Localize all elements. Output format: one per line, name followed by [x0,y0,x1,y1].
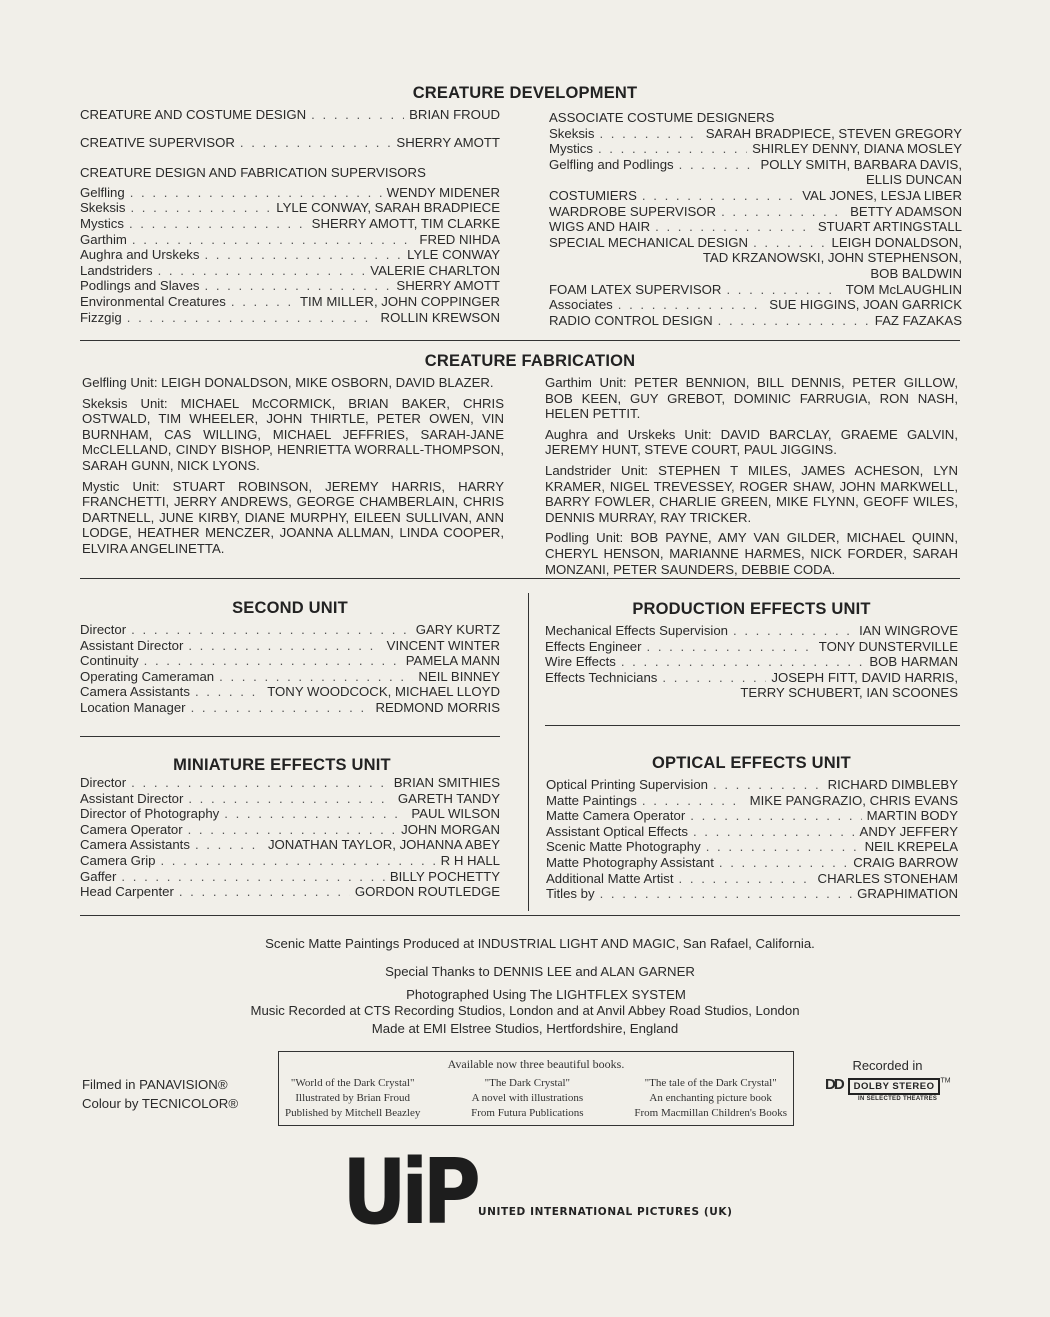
credit-value: VINCENT WINTER [386,637,500,653]
credit-label: Camera Assistants [80,684,190,700]
section-divider [545,725,960,726]
credit-label: Assistant Optical Effects [546,823,688,839]
dot-leader [642,188,797,204]
credit-label: Landstriders [80,262,153,278]
credit-label: Director [80,775,127,790]
credit-row [546,777,958,793]
dot-leader [719,855,848,871]
credit-row [549,141,962,157]
book-detail: A novel with illustrations [471,1092,584,1104]
credit-value: CHARLES STONEHAM [817,870,958,886]
panavision-credit: Filmed in PANAVISION® [82,1077,228,1092]
credit-row [549,188,962,204]
dot-leader [647,639,814,655]
dot-leader [706,839,860,855]
unit-paragraph: Mystic Unit: STUART ROBINSON, JEREMY HARRIS, HARRY FRANCHETTI, JERRY ANDREWS, GEORGE CHAMBERLAIN, CHRIS DARTNELL, JUNE KIRBY, DIANE MURPHY, EILEEN SULLIVAN, ANN LODGE, HEATHER MENCZER, JOANNA ALLMAN, LINDA COOPER, ELVIRA ANGELINETTA. [82,478,504,556]
credit-label: Garthim [80,231,127,247]
credit-row [80,775,500,791]
second-unit-heading: SECOND UNIT [232,599,348,617]
special-thanks: Special Thanks to DENNIS LEE and ALAN GARNER [385,964,695,979]
credit-value: SHIRLEY DENNY, DIANA MOSLEY [752,141,962,157]
production-effects-heading: PRODUCTION EFFECTS UNIT [632,600,871,618]
credit-value-continued: TERRY SCHUBERT, IAN SCOONES [740,685,958,701]
credit-label: Matte Photography Assistant [546,854,714,870]
credit-row [80,294,500,310]
book-title: "The Dark Crystal" [484,1077,571,1089]
credit-label: CREATURE AND COSTUME DESIGN [80,107,307,122]
credit-value: R H HALL [440,852,500,868]
credit-row [546,839,958,855]
credit-label: WARDROBE SUPERVISOR [549,203,717,219]
credit-label: Assistant Director [80,790,184,806]
credit-row [80,853,500,869]
credit-row [546,855,958,871]
music-credit: Music Recorded at CTS Recording Studios, London and at Anvil Abbey Road Studios, London [250,1003,800,1018]
credit-row [80,107,500,123]
credit-label: Wire Effects [545,654,616,670]
credit-value: MIKE PANGRAZIO, CHRIS EVANS [749,792,958,808]
dot-leader [131,775,389,791]
credit-value: FAZ FAZAKAS [874,312,962,328]
credit-value: VAL JONES, LESJA LIBER [802,187,962,203]
credit-value-continued: BOB BALDWIN [870,265,962,281]
dot-leader [188,638,381,654]
dot-leader [721,204,845,220]
dot-leader [160,853,435,869]
credit-row [545,639,958,655]
dot-leader [191,700,371,716]
supervisors-list [80,185,500,325]
credit-row [80,232,500,248]
credit-row [80,791,500,807]
credit-row [549,126,962,142]
credit-label: Assistant Director [80,637,184,653]
credit-row [546,793,958,809]
credit-row [549,313,962,329]
dot-leader [600,886,853,902]
credit-row [80,638,500,654]
optical-effects-list [546,777,958,902]
unit-paragraph: Gelfling Unit: LEIGH DONALDSON, MIKE OSBORN, DAVID BLAZER. [82,375,494,390]
credit-label: Podlings and Slaves [80,278,200,294]
credit-value: RICHARD DIMBLEBY [827,777,958,792]
credit-label: RADIO CONTROL DESIGN [549,312,713,328]
book-detail: An enchanting picture book [649,1092,772,1104]
subheading: ASSOCIATE COSTUME DESIGNERS [549,110,775,125]
credit-label: Optical Printing Supervision [546,777,708,792]
unit-paragraph: Landstrider Unit: STEPHEN T MILES, JAMES ACHESON, LYN KRAMER, NIGEL TREVESSEY, ROGER SHAW, JOHN MARKWELL, BARRY FOWLER, CHARLIE GREEN, MIKE FLYNN, GEOFF WILES, DENNIS MURRAY, RAY TRICKER. [545,462,958,525]
credit-value: GORDON ROUTLEDGE [354,884,500,900]
credit-value: SHERRY AMOTT, TIM CLARKE [311,215,500,231]
credit-label: SPECIAL MECHANICAL DESIGN [549,234,749,250]
dot-leader [655,219,813,235]
credit-value: BILLY POCHETTY [389,868,500,884]
credit-value: LYLE CONWAY [407,247,500,263]
credit-value: GARY KURTZ [415,622,500,637]
dot-leader [132,232,415,248]
credit-label: Fizzgig [80,309,122,325]
credit-row [80,263,500,279]
credit-value: JOSEPH FITT, DAVID HARRIS, [771,669,958,685]
credit-label: Director [80,622,127,637]
credit-row [545,623,958,639]
credit-row [80,135,500,151]
unit-paragraph: Skeksis Unit: MICHAEL McCORMICK, BRIAN BAKER, CHRIS OSTWALD, TIM WHEELER, JOHN THIRTLE, PETER OWEN, VIN BURNHAM, CAS WILLING, MICHAEL JEFFRIES, SARAH-JANE McCLELLAND, CINDY BISHOP, HENRIETTA WORRALL-THOMPSON, SARAH GUNN, NICK LYONS. [82,395,504,473]
credit-value: BOB HARMAN [869,654,958,670]
dot-leader [121,869,384,885]
credit-label: Mystics [80,215,124,231]
credit-label: Gaffer [80,868,117,884]
credit-row [546,886,958,902]
optical-effects-heading: OPTICAL EFFECTS UNIT [652,754,851,772]
credit-value: REDMOND MORRIS [375,699,500,715]
lightflex-credit: Photographed Using The LIGHTFLEX SYSTEM [406,987,686,1002]
dot-leader [718,313,870,329]
books-advert [278,1051,794,1126]
credit-value: GRAPHIMATION [857,886,958,902]
credit-value: VALERIE CHARLTON [370,262,500,278]
unit-paragraph: Garthim Unit: PETER BENNION, BILL DENNIS, PETER GILLOW, BOB KEEN, GUY GREBOT, DOMINIC FARRUGIA, RON NASH, HELEN PETTIT. [545,375,958,422]
credit-value: BETTY ADAMSON [850,203,962,219]
second-unit-list [80,622,500,716]
dot-leader [726,282,840,298]
dot-leader [311,107,404,123]
credit-row [80,622,500,638]
credit-value: FRED NIHDA [419,231,500,247]
dot-leader [219,669,413,685]
dot-leader [158,263,366,279]
credit-value: TONY WOODCOCK, MICHAEL LLOYD [267,684,500,700]
credit-row [80,806,500,822]
credit-label: FOAM LATEX SUPERVISOR [549,281,722,297]
book-publisher: Published by Mitchell Beazley [285,1107,421,1119]
credit-row [549,282,962,298]
credit-row [80,200,500,216]
dot-leader [733,623,854,639]
credit-value: ROLLIN KREWSON [380,309,500,325]
credit-value: BRIAN SMITHIES [393,775,500,790]
credit-row [80,278,500,294]
ilm-credit: Scenic Matte Paintings Produced at INDUSTRIAL LIGHT AND MAGIC, San Rafael, California. [265,936,815,951]
dot-leader [679,871,813,887]
credit-row [549,204,962,220]
dot-leader [195,684,262,700]
credit-label: Additional Matte Artist [546,870,674,886]
dolby-subtitle: IN SELECTED THEATRES [858,1096,938,1102]
unit-paragraph: Aughra and Urskeks Unit: DAVID BARCLAY, GRAEME GALVIN, JEREMY HUNT, STEVE COURT, PAUL JIGGINS. [545,426,958,458]
creature-development-heading: CREATURE DEVELOPMENT [412,84,638,102]
credit-row [546,824,958,840]
credit-label: Skeksis [549,125,595,141]
unit-paragraph: Podling Unit: BOB PAYNE, AMY VAN GILDER, MICHAEL QUINN, CHERYL HENSON, MARIANNE HARMES, NICK FORDER, SARAH MONZANI, PETER SAUNDERS, DEBBIE CODA. [545,530,958,577]
dot-leader [130,185,382,201]
section-divider [80,736,500,737]
dot-leader [662,670,766,686]
credit-value: TOM McLAUGHLIN [845,281,962,297]
dot-leader [127,310,376,326]
credit-value: TONY DUNSTERVILLE [818,638,958,654]
dot-leader [131,622,411,638]
credit-label: Effects Technicians [545,669,658,685]
dot-leader [144,653,401,669]
credit-label: Camera Assistants [80,837,190,853]
production-effects-list [545,623,958,701]
book-publisher: From Macmillan Children's Books [634,1107,787,1119]
credit-label: Matte Paintings [546,792,637,808]
credit-row [80,669,500,685]
credit-value: SHERRY AMOTT [396,278,500,294]
uip-logo: UiP [342,1140,476,1245]
credit-value: SHERRY AMOTT [396,134,500,150]
trademark: TM [940,1077,951,1085]
credit-label: Environmental Creatures [80,293,226,309]
credit-value: LEIGH DONALDSON, [831,234,962,250]
credit-label: Skeksis [80,200,126,216]
dot-leader [205,278,392,294]
credit-row [549,297,962,313]
credit-row [80,684,500,700]
credit-label: Gelfling and Podlings [549,156,674,172]
credit-label: Titles by [546,886,595,902]
credit-label: CREATIVE SUPERVISOR [80,134,235,150]
credit-value: ANDY JEFFERY [859,823,958,839]
credit-value: GARETH TANDY [397,790,500,806]
miniature-effects-heading: MINIATURE EFFECTS UNIT [173,756,391,774]
credit-row [80,185,500,201]
dot-leader [679,157,756,173]
column-divider [528,593,529,911]
credit-label: Scenic Matte Photography [546,839,701,855]
credit-value: SARAH BRADPIECE, STEVEN GREGORY [705,125,962,141]
credit-value: BRIAN FROUD [409,107,500,122]
credit-value-continued: TAD KRZANOWSKI, JOHN STEPHENSON, [702,250,962,266]
uip-subtitle: UNITED INTERNATIONAL PICTURES (UK) [478,1206,733,1218]
credit-label: Gelfling [80,184,125,200]
dot-leader [231,294,295,310]
dot-leader [598,141,747,157]
credit-row [549,157,962,173]
credit-value: LYLE CONWAY, SARAH BRADPIECE [276,200,500,216]
credit-label: Operating Cameraman [80,668,215,684]
credit-row [80,700,500,716]
credit-value: WENDY MIDENER [386,184,500,200]
books-columns [279,1076,793,1121]
credit-row [80,216,500,232]
credit-label: Continuity [80,653,139,669]
miniature-effects-list [80,775,500,900]
credit-row [545,654,958,670]
creature-fabrication-heading: CREATURE FABRICATION [424,352,636,370]
credit-value: CRAIG BARROW [853,854,958,870]
dot-leader [179,884,350,900]
credit-value: MARTIN BODY [866,808,958,824]
dolby-stereo-badge: DOLBY STEREO [848,1078,941,1095]
dot-leader [599,126,700,142]
credit-row [80,869,500,885]
credit-value: POLLY SMITH, BARBARA DAVIS, [760,156,962,172]
format-credits [82,1075,238,1113]
book-title: "The tale of the Dark Crystal" [644,1077,777,1089]
dot-leader [690,808,861,824]
dot-leader [195,837,263,853]
dot-leader [693,824,855,840]
dot-leader [642,793,745,809]
dot-leader [129,216,307,232]
recorded-in-label: Recorded in [852,1058,923,1073]
credit-label: Aughra and Urskeks [80,247,200,263]
credit-row [546,808,958,824]
credit-label: Director of Photography [80,806,220,822]
section-divider [80,578,960,579]
dot-leader [713,777,823,793]
book-title: "World of the Dark Crystal" [290,1077,415,1089]
book-item [285,1076,420,1121]
credit-value: PAUL WILSON [411,806,500,822]
studio-credit: Made at EMI Elstree Studios, Hertfordshire, England [371,1021,679,1036]
credit-value: NEIL BINNEY [418,668,500,684]
credit-row [80,653,500,669]
credit-row [549,219,962,235]
credit-label: COSTUMIERS [549,187,637,203]
book-detail: Illustrated by Brian Froud [295,1092,410,1104]
credit-row [80,884,500,900]
credit-value: JOHN MORGAN [401,821,500,837]
credit-value: STUART ARTINGSTALL [817,219,962,235]
credit-value: JONATHAN TAYLOR, JOHANNA ABEY [267,837,500,853]
dot-leader [204,247,402,263]
credit-value-continued: ELLIS DUNCAN [865,172,962,188]
credit-value: TIM MILLER, JOHN COPPINGER [299,293,500,309]
book-publisher: From Futura Publications [471,1107,584,1119]
book-item [634,1076,787,1121]
credit-label: Camera Grip [80,852,156,868]
credit-row [80,837,500,853]
credit-label: WIGS AND HAIR [549,219,651,235]
creature-development-left [80,107,500,325]
dot-leader [224,806,406,822]
credit-row [80,310,500,326]
credit-label: Mechanical Effects Supervision [545,623,729,638]
book-item [471,1076,583,1121]
dot-leader [188,791,393,807]
dot-leader [618,297,765,313]
section-divider [80,340,960,341]
creature-development-right [549,110,962,328]
dot-leader [240,135,392,151]
section-divider [80,915,960,916]
fabrication-left [82,375,504,562]
credit-row [546,871,958,887]
books-title: Available now three beautiful books. [447,1057,625,1071]
fabrication-right [545,375,958,582]
credit-value: PAMELA MANN [405,653,500,669]
credit-label: Associates [549,297,613,313]
credit-label: Location Manager [80,699,186,715]
credit-row [549,235,962,251]
dolby-credit [825,1058,965,1102]
dolby-dd-icon: DD [825,1076,843,1093]
credit-value: IAN WINGROVE [859,623,958,638]
dot-leader [621,654,864,670]
subheading: CREATURE DESIGN AND FABRICATION SUPERVISORS [80,165,426,181]
credit-label: Head Carpenter [80,884,174,900]
credit-label: Camera Operator [80,821,183,837]
credit-row [80,822,500,838]
dot-leader [130,200,271,216]
technicolor-credit: Colour by TECNICOLOR® [82,1096,239,1111]
credit-row [80,247,500,263]
credit-label: Effects Engineer [545,638,642,654]
dot-leader [188,822,396,838]
dot-leader [753,235,826,251]
credit-label: Matte Camera Operator [546,808,686,824]
credit-label: Mystics [549,141,593,157]
dolby-logo [825,1076,965,1095]
credit-row [545,670,958,686]
credit-value: NEIL KREPELA [864,839,958,855]
credit-value: SUE HIGGINS, JOAN GARRICK [769,297,962,313]
